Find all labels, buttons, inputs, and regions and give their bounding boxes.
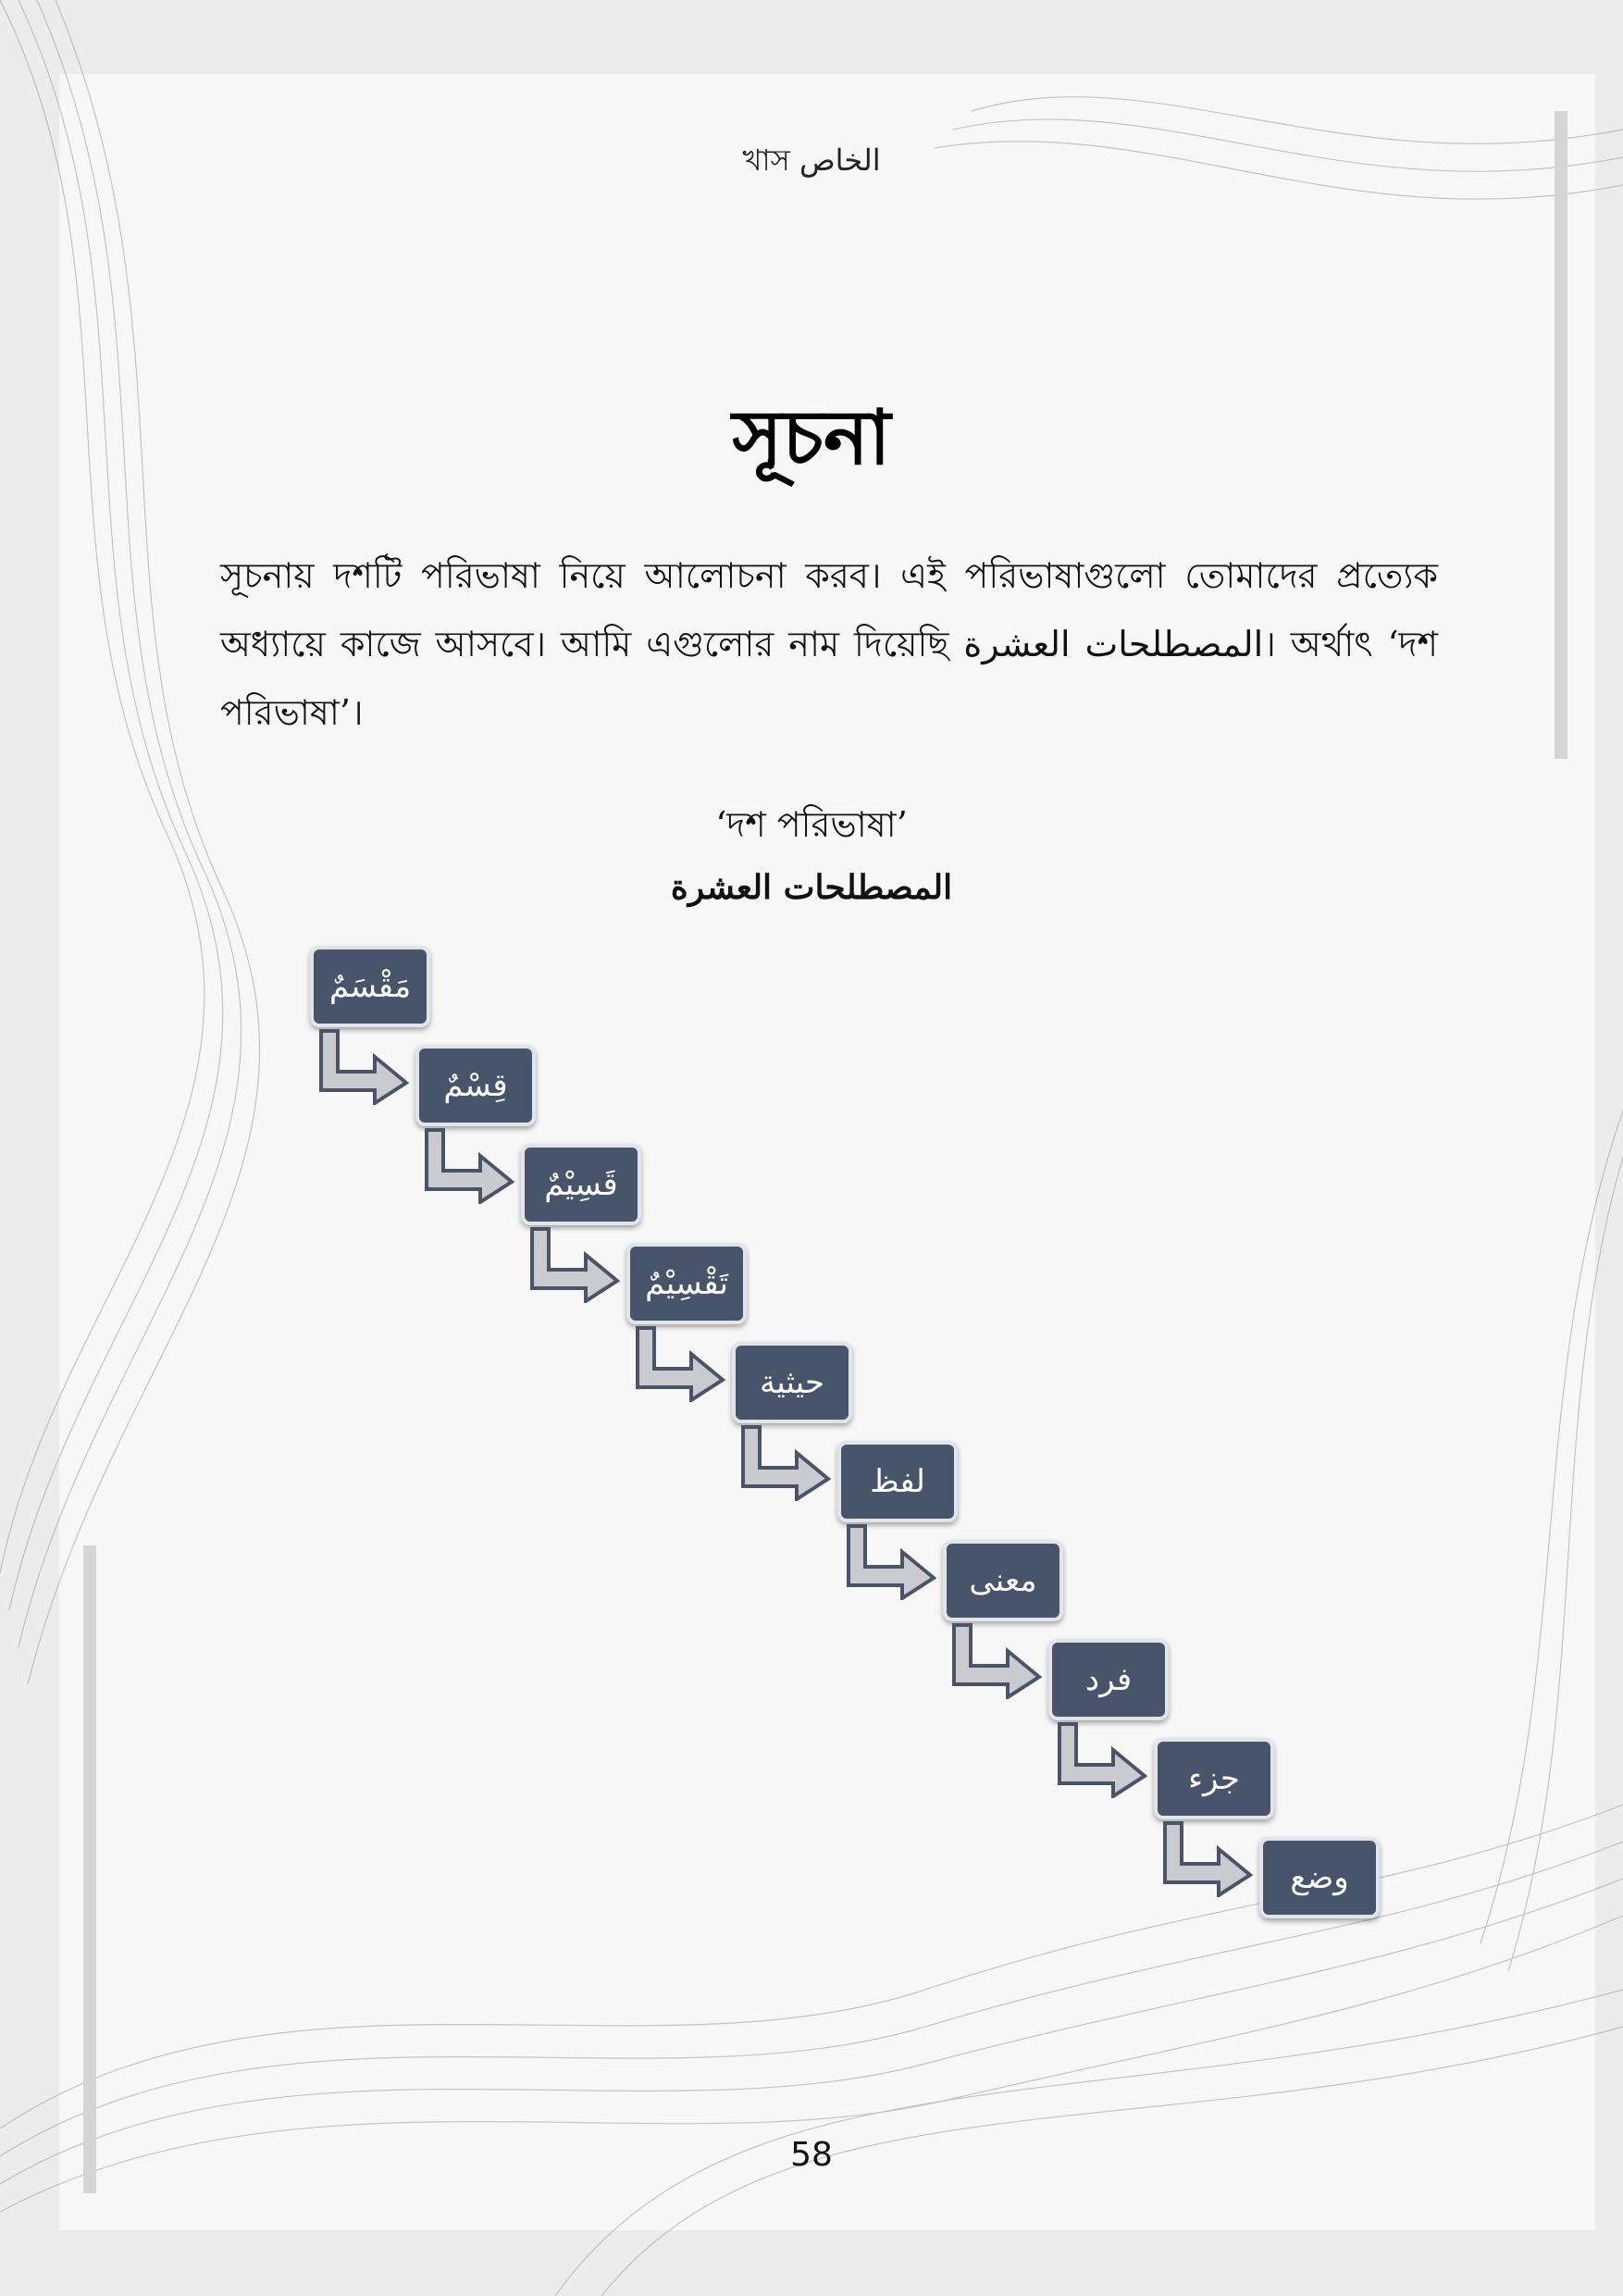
chapter-title: সূচনা <box>732 393 891 482</box>
term-box: جزء <box>1154 1738 1274 1819</box>
bent-arrow-icon <box>1056 1722 1148 1798</box>
intro-paragraph: সূচনায় দশটি পরিভাষা নিয়ে আলোচনা করব। এই পরিভাষাগুলো তোমাদের প্রত্যেক অধ্যায়ে কাজে আসবে। আমি এগুলোর নাম দিয়েছি المصطلحات العشرة। অর্থাৎ ‘দশ পরিভাষা’। <box>220 555 1439 733</box>
bent-arrow-icon <box>423 1128 515 1204</box>
term-box: وضع <box>1259 1837 1380 1918</box>
diagram-heading-arabic: المصطلحات العشرة <box>670 868 953 907</box>
diagram-heading-bengali: ‘দশ পরিভাষা’ <box>715 804 908 845</box>
term-box: قِسْمٌ <box>415 1045 536 1126</box>
bent-arrow-icon <box>1161 1821 1254 1897</box>
bent-arrow-icon <box>317 1029 410 1105</box>
term-box: معنى <box>943 1540 1063 1621</box>
bent-arrow-icon <box>528 1227 621 1303</box>
page-number: 58 <box>790 2136 833 2174</box>
term-box: تَقْسِيْمٌ <box>626 1243 747 1324</box>
term-box: لفظ <box>837 1441 958 1522</box>
bent-arrow-icon <box>845 1524 937 1600</box>
term-box: فرد <box>1048 1639 1169 1720</box>
term-box: حيثية <box>732 1342 852 1423</box>
bent-arrow-icon <box>634 1326 726 1402</box>
term-box: مَقْسَمٌ <box>310 946 430 1027</box>
running-header: খাস الخاص <box>742 143 881 178</box>
term-box: قَسِيْمٌ <box>521 1144 641 1225</box>
bent-arrow-icon <box>950 1623 1043 1699</box>
bent-arrow-icon <box>739 1425 832 1501</box>
